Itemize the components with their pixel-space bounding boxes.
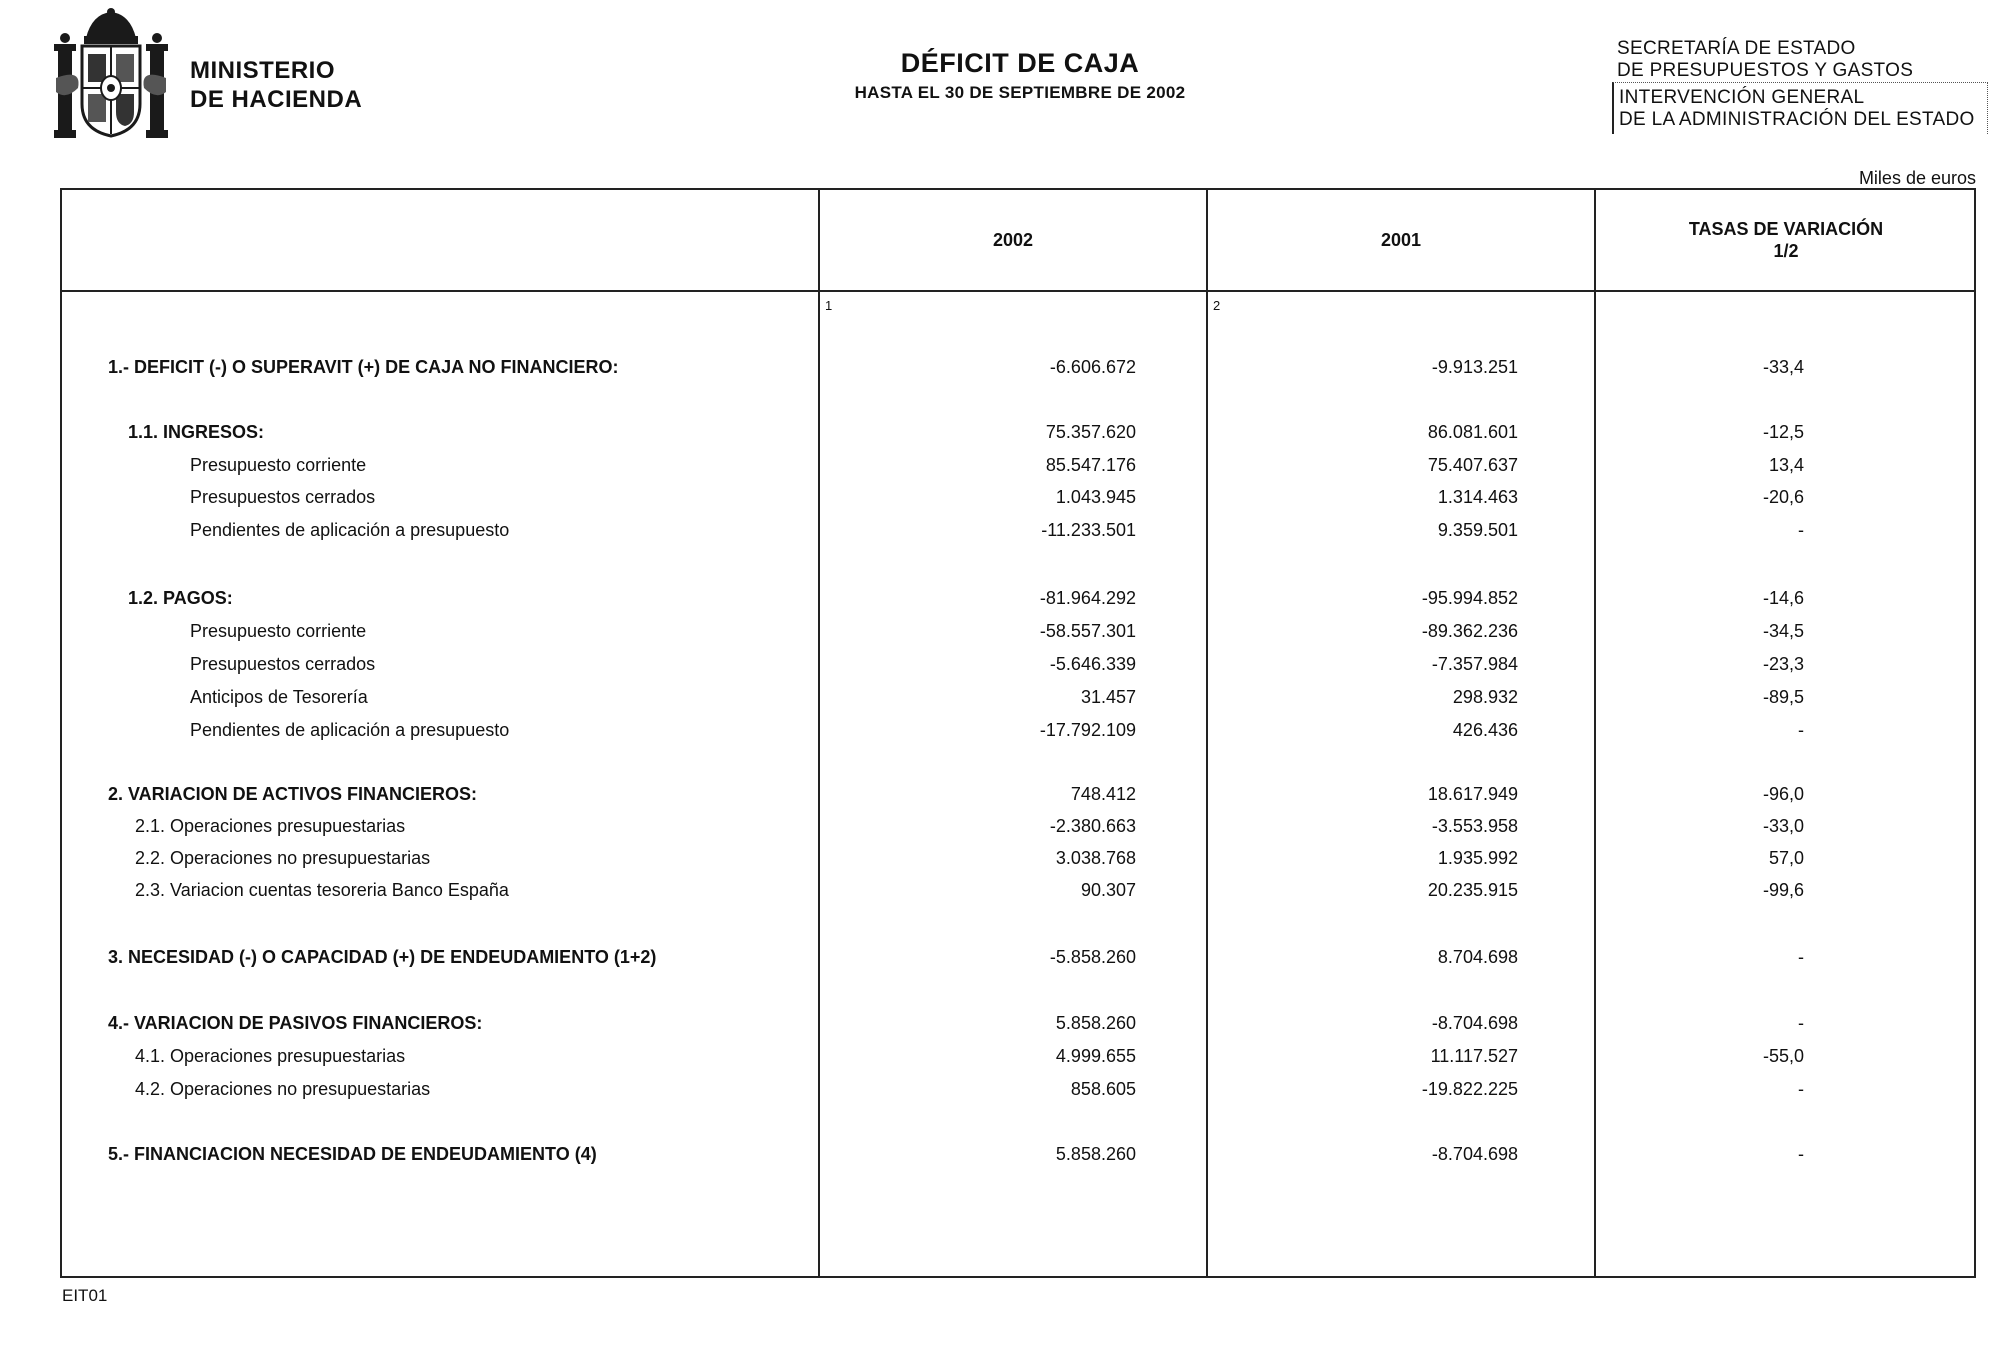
- value-rate: -99,6: [1762, 880, 1804, 900]
- row-label: 2.2. Operaciones no presupuestarias: [135, 848, 431, 868]
- rate-header-line-1: TASAS DE VARIACIÓN: [1688, 219, 1884, 239]
- value-rate: -: [1798, 1013, 1804, 1033]
- value-2002: 1.043.945: [1055, 487, 1136, 507]
- intervencion-line-2: DE LA ADMINISTRACIÓN DEL ESTADO: [1619, 109, 1975, 130]
- row-label: 1.- DEFICIT (-) O SUPERAVIT (+) DE CAJA NO FINANCIERO:: [108, 357, 619, 377]
- secretaria-line-1: SECRETARÍA DE ESTADO: [1617, 38, 1856, 59]
- value-2001: 75.407.637: [1427, 455, 1518, 475]
- value-rate: 13,4: [1768, 455, 1804, 475]
- table-row: [62, 944, 1974, 970]
- table-row: [62, 845, 1974, 871]
- column-header-2002: 2002: [992, 230, 1034, 250]
- value-rate: 57,0: [1768, 848, 1804, 868]
- value-rate: -14,6: [1762, 588, 1804, 608]
- value-2002: 75.357.620: [1045, 422, 1136, 442]
- row-label: 3. NECESIDAD (-) O CAPACIDAD (+) DE ENDEUDAMIENTO (1+2): [108, 947, 657, 967]
- ministry-line-2: DE HACIENDA: [190, 86, 363, 113]
- value-2002: -11.233.501: [1041, 520, 1136, 540]
- row-label: Presupuestos cerrados: [190, 654, 376, 674]
- value-rate: -23,3: [1762, 654, 1804, 674]
- secretaria-line-2: DE PRESUPUESTOS Y GASTOS: [1617, 60, 1914, 81]
- value-2001: 20.235.915: [1427, 880, 1518, 900]
- value-rate: -: [1798, 947, 1804, 967]
- table-row: [62, 419, 1974, 445]
- row-label: 2.3. Variacion cuentas tesoreria Banco España: [135, 880, 509, 900]
- value-2002: 5.858.260: [1055, 1013, 1136, 1033]
- intervencion-block: [1612, 82, 1988, 134]
- value-2001: 86.081.601: [1427, 422, 1518, 442]
- value-2001: 1.314.463: [1437, 487, 1518, 507]
- value-2002: 4.999.655: [1055, 1046, 1136, 1066]
- column-header-rate: [1596, 190, 1976, 290]
- column-mark-2: 2: [1213, 298, 1221, 313]
- value-2002: 31.457: [1080, 687, 1136, 707]
- rate-header-line-2: 1/2: [1773, 241, 1799, 261]
- row-label: Presupuesto corriente: [190, 621, 367, 641]
- value-rate: -55,0: [1762, 1046, 1804, 1066]
- value-2002: 90.307: [1080, 880, 1136, 900]
- intervencion-line-1: INTERVENCIÓN GENERAL: [1619, 87, 1865, 108]
- units-label: Miles de euros: [1858, 168, 1976, 188]
- report-title: DÉFICIT DE CAJA: [900, 48, 1140, 78]
- value-rate: -20,6: [1762, 487, 1804, 507]
- value-2001: 8.704.698: [1437, 947, 1518, 967]
- value-2001: 298.932: [1452, 687, 1518, 707]
- row-label: Anticipos de Tesorería: [190, 687, 368, 707]
- table-row: [62, 618, 1974, 644]
- value-2001: 18.617.949: [1427, 784, 1518, 804]
- value-2001: 426.436: [1452, 720, 1518, 740]
- row-label: Pendientes de aplicación a presupuesto: [190, 520, 510, 540]
- value-2002: 748.412: [1070, 784, 1136, 804]
- row-label: 4.2. Operaciones no presupuestarias: [135, 1079, 431, 1099]
- table-row: [62, 1043, 1974, 1069]
- value-rate: -12,5: [1762, 422, 1804, 442]
- table-row: [62, 813, 1974, 839]
- value-2002: 3.038.768: [1055, 848, 1136, 868]
- value-2002: -6.606.672: [1049, 357, 1136, 377]
- value-2001: -9.913.251: [1431, 357, 1518, 377]
- row-label: Presupuesto corriente: [190, 455, 367, 475]
- value-2002: 5.858.260: [1055, 1144, 1136, 1164]
- report-title-block: [720, 48, 1320, 103]
- value-2001: -7.357.984: [1431, 654, 1518, 674]
- row-label: 1.2. PAGOS:: [128, 588, 233, 608]
- table-row: [62, 1010, 1974, 1036]
- table-row: [62, 684, 1974, 710]
- value-2002: -17.792.109: [1039, 720, 1136, 740]
- value-rate: -96,0: [1762, 784, 1804, 804]
- table-row: [62, 517, 1974, 543]
- value-2001: -8.704.698: [1431, 1013, 1518, 1033]
- value-2001: -89.362.236: [1421, 621, 1518, 641]
- row-label: Presupuestos cerrados: [190, 487, 376, 507]
- value-rate: -34,5: [1762, 621, 1804, 641]
- value-2002: -58.557.301: [1039, 621, 1136, 641]
- value-2002: 858.605: [1070, 1079, 1136, 1099]
- value-2001: -8.704.698: [1431, 1144, 1518, 1164]
- header-divider: [60, 290, 1976, 292]
- row-label: 4.1. Operaciones presupuestarias: [135, 1046, 406, 1066]
- column-mark-1: 1: [825, 298, 833, 313]
- table-row: [62, 651, 1974, 677]
- value-2001: 11.117.527: [1430, 1046, 1518, 1066]
- table-row: [62, 452, 1974, 478]
- value-2002: 85.547.176: [1045, 455, 1136, 475]
- table-row: [62, 781, 1974, 807]
- ministry-name: [190, 56, 362, 114]
- value-2002: -81.964.292: [1039, 588, 1136, 608]
- document-code: EIT01: [62, 1286, 108, 1305]
- table-row: [62, 585, 1974, 611]
- value-2002: -5.858.260: [1049, 947, 1136, 967]
- value-rate: -33,4: [1762, 357, 1804, 377]
- table-row: [62, 1076, 1974, 1102]
- value-2001: -95.994.852: [1421, 588, 1518, 608]
- value-rate: -33,0: [1762, 816, 1804, 836]
- table-row: [62, 484, 1974, 510]
- value-rate: -89,5: [1762, 687, 1804, 707]
- table-row: [62, 354, 1974, 380]
- report-subtitle: HASTA EL 30 DE SEPTIEMBRE DE 2002: [854, 83, 1186, 102]
- table-row: [62, 717, 1974, 743]
- row-label: 4.- VARIACION DE PASIVOS FINANCIEROS:: [108, 1013, 483, 1033]
- value-2001: -19.822.225: [1421, 1079, 1518, 1099]
- value-rate: -: [1798, 720, 1804, 740]
- ministry-line-1: MINISTERIO: [190, 57, 336, 84]
- table-row: [62, 877, 1974, 903]
- row-label: 5.- FINANCIACION NECESIDAD DE ENDEUDAMIENTO (4): [108, 1144, 597, 1164]
- value-rate: -: [1798, 520, 1804, 540]
- row-label: 1.1. INGRESOS:: [128, 422, 265, 442]
- column-header-2001: 2001: [1380, 230, 1422, 250]
- secretaria-block: [1617, 38, 1913, 82]
- value-2001: 1.935.992: [1437, 848, 1518, 868]
- row-label: Pendientes de aplicación a presupuesto: [190, 720, 510, 740]
- value-2001: 9.359.501: [1437, 520, 1518, 540]
- row-label: 2. VARIACION DE ACTIVOS FINANCIEROS:: [108, 784, 478, 804]
- table-row: [62, 1141, 1974, 1167]
- row-label: 2.1. Operaciones presupuestarias: [135, 816, 406, 836]
- value-2002: -2.380.663: [1049, 816, 1136, 836]
- value-2002: -5.646.339: [1049, 654, 1136, 674]
- value-rate: -: [1798, 1144, 1804, 1164]
- value-2001: -3.553.958: [1431, 816, 1518, 836]
- value-rate: -: [1798, 1079, 1804, 1099]
- coat-of-arms-icon: [52, 8, 170, 140]
